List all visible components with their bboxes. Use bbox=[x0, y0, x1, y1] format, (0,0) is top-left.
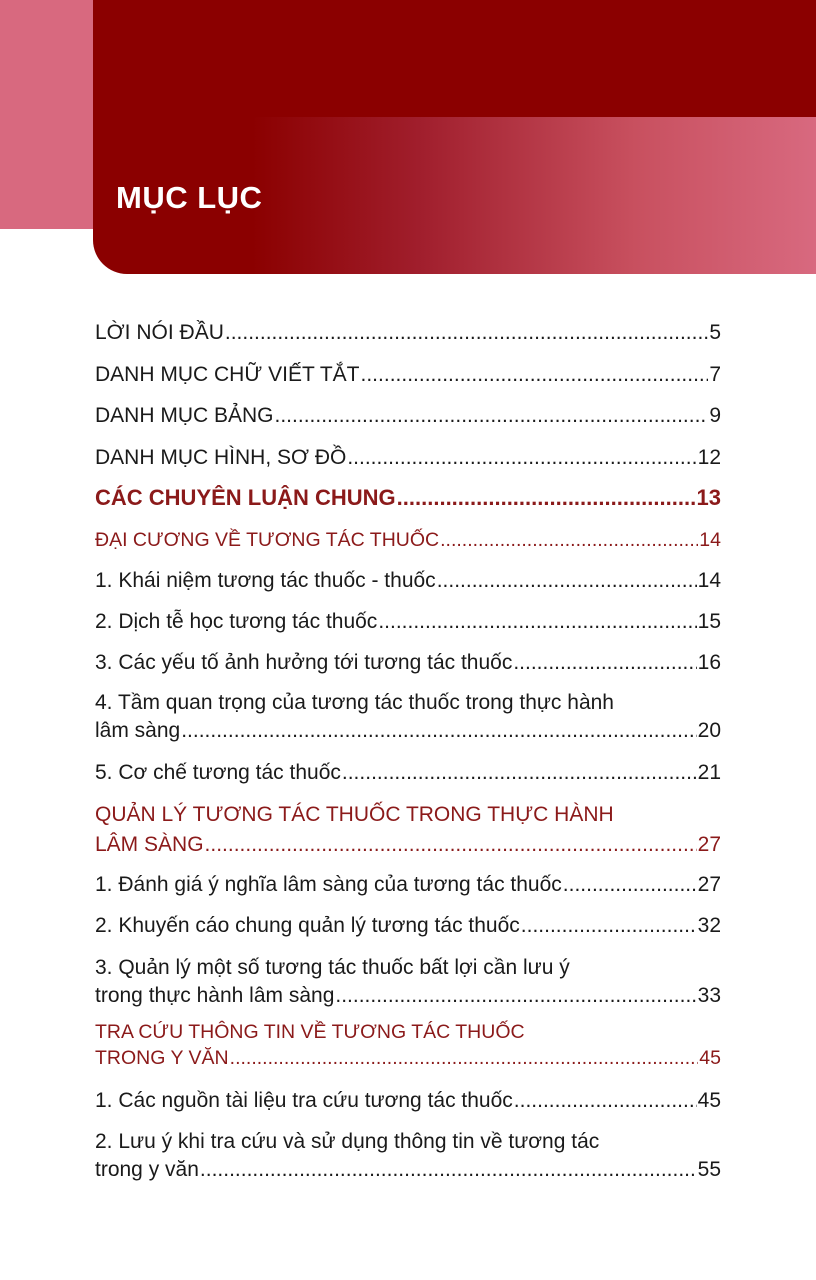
toc-entry-label: 1. Đánh giá ý nghĩa lâm sàng của tương tác thuốc bbox=[95, 873, 562, 896]
dot-leader bbox=[513, 648, 696, 678]
dot-leader bbox=[342, 758, 697, 788]
toc-entry-dich-te[interactable] bbox=[95, 607, 721, 637]
toc-entry-co-che[interactable] bbox=[95, 758, 721, 788]
toc-entry-line: 2. Lưu ý khi tra cứu và sử dụng thông tin về tương tác bbox=[95, 1130, 600, 1153]
toc-entry-label: 2. Khuyến cáo chung quản lý tương tác thuốc bbox=[95, 914, 520, 937]
toc-page-number: 14 bbox=[697, 569, 721, 592]
toc-page-number: 32 bbox=[697, 914, 721, 937]
dot-leader bbox=[275, 401, 709, 431]
toc-page-number: 55 bbox=[697, 1158, 721, 1181]
toc-entry-tam-quan-trong[interactable] bbox=[95, 689, 721, 746]
dot-leader bbox=[230, 1045, 699, 1071]
toc-entry-bang[interactable] bbox=[95, 401, 721, 431]
toc-entry-label: DANH MỤC BẢNG bbox=[95, 404, 274, 427]
toc-entry-label: trong y văn bbox=[95, 1158, 199, 1181]
dot-leader bbox=[181, 716, 696, 746]
toc-entry-line: TRA CỨU THÔNG TIN VỀ TƯƠNG TÁC THUỐC bbox=[95, 1021, 525, 1043]
toc-page-number: 27 bbox=[697, 873, 721, 896]
toc-entry-chu-viet-tat[interactable] bbox=[95, 360, 721, 390]
toc-entry-label: CÁC CHUYÊN LUẬN CHUNG bbox=[95, 485, 396, 510]
toc-page-number: 15 bbox=[697, 610, 721, 633]
toc-entry-luu-y[interactable] bbox=[95, 1128, 721, 1185]
toc-entry-chuyen-luan-chung[interactable] bbox=[95, 483, 721, 513]
page-title: MỤC LỤC bbox=[116, 180, 263, 215]
toc-page-number: 16 bbox=[697, 651, 721, 674]
toc-entry-label: DANH MỤC HÌNH, SƠ ĐỒ bbox=[95, 446, 347, 469]
toc-page-number: 20 bbox=[697, 719, 721, 742]
toc-entry-label: 5. Cơ chế tương tác thuốc bbox=[95, 761, 341, 784]
toc-entry-danh-gia[interactable] bbox=[95, 870, 721, 900]
dot-leader bbox=[397, 483, 696, 513]
dot-leader bbox=[200, 1155, 697, 1185]
dot-leader bbox=[225, 318, 708, 348]
toc-entry-tra-cuu[interactable] bbox=[95, 1019, 721, 1071]
toc-page-number: 13 bbox=[696, 485, 721, 510]
toc-entry-nguon-tai-lieu[interactable] bbox=[95, 1086, 721, 1116]
toc-entry-label: LÂM SÀNG bbox=[95, 833, 204, 856]
toc-page-number: 45 bbox=[699, 1047, 721, 1069]
toc-entry-label: ĐẠI CƯƠNG VỀ TƯƠNG TÁC THUỐC bbox=[95, 529, 440, 551]
toc-page-number: 7 bbox=[709, 363, 721, 386]
dot-leader bbox=[437, 566, 697, 596]
header-banner bbox=[93, 0, 816, 274]
dot-leader bbox=[514, 1086, 697, 1116]
dot-leader bbox=[361, 360, 709, 390]
dot-leader bbox=[335, 981, 696, 1011]
dot-leader bbox=[440, 527, 698, 553]
toc-entry-label: trong thực hành lâm sàng bbox=[95, 984, 335, 1007]
toc-entry-loi-noi-dau[interactable] bbox=[95, 318, 721, 348]
toc-entry-quan-ly-bat-loi[interactable] bbox=[95, 954, 721, 1011]
toc-page-number: 9 bbox=[709, 404, 721, 427]
dot-leader bbox=[378, 607, 696, 637]
dot-leader bbox=[563, 870, 697, 900]
toc-page-number: 12 bbox=[697, 446, 721, 469]
toc-entry-dai-cuong[interactable] bbox=[95, 527, 721, 553]
banner-top-band bbox=[93, 0, 816, 117]
toc-entry-label: 1. Khái niệm tương tác thuốc - thuốc bbox=[95, 569, 436, 592]
toc-page-number: 21 bbox=[697, 761, 721, 784]
toc-entry-label: 3. Các yếu tố ảnh hưởng tới tương tác thuốc bbox=[95, 651, 513, 674]
toc-entry-line: 4. Tầm quan trọng của tương tác thuốc trong thực hành bbox=[95, 691, 614, 714]
toc-entry-label: TRONG Y VĂN bbox=[95, 1047, 229, 1069]
dot-leader bbox=[347, 443, 696, 473]
toc-entry-label: LỜI NÓI ĐẦU bbox=[95, 321, 224, 344]
toc-entry-hinh-so-do[interactable] bbox=[95, 443, 721, 473]
toc-entry-khai-niem[interactable] bbox=[95, 566, 721, 596]
left-accent-block bbox=[0, 0, 93, 229]
toc-entry-label: 1. Các nguồn tài liệu tra cứu tương tác thuốc bbox=[95, 1089, 513, 1112]
toc-page-number: 45 bbox=[697, 1089, 721, 1112]
toc-entry-yeu-to[interactable] bbox=[95, 648, 721, 678]
toc-entry-quan-ly[interactable] bbox=[95, 800, 721, 860]
toc-entry-line: 3. Quản lý một số tương tác thuốc bất lợi cần lưu ý bbox=[95, 956, 570, 979]
toc-page-number: 14 bbox=[699, 529, 721, 551]
toc-page-number: 5 bbox=[709, 321, 721, 344]
toc-entry-label: 2. Dịch tễ học tương tác thuốc bbox=[95, 610, 378, 633]
dot-leader bbox=[205, 830, 697, 860]
toc-page-number: 33 bbox=[697, 984, 721, 1007]
toc-entry-line: QUẢN LÝ TƯƠNG TÁC THUỐC TRONG THỰC HÀNH bbox=[95, 803, 614, 826]
dot-leader bbox=[521, 911, 697, 941]
toc-entry-label: DANH MỤC CHỮ VIẾT TẮT bbox=[95, 363, 360, 386]
toc-entry-khuyen-cao[interactable] bbox=[95, 911, 721, 941]
toc-page-number: 27 bbox=[697, 833, 721, 856]
toc-entry-label: lâm sàng bbox=[95, 719, 181, 742]
